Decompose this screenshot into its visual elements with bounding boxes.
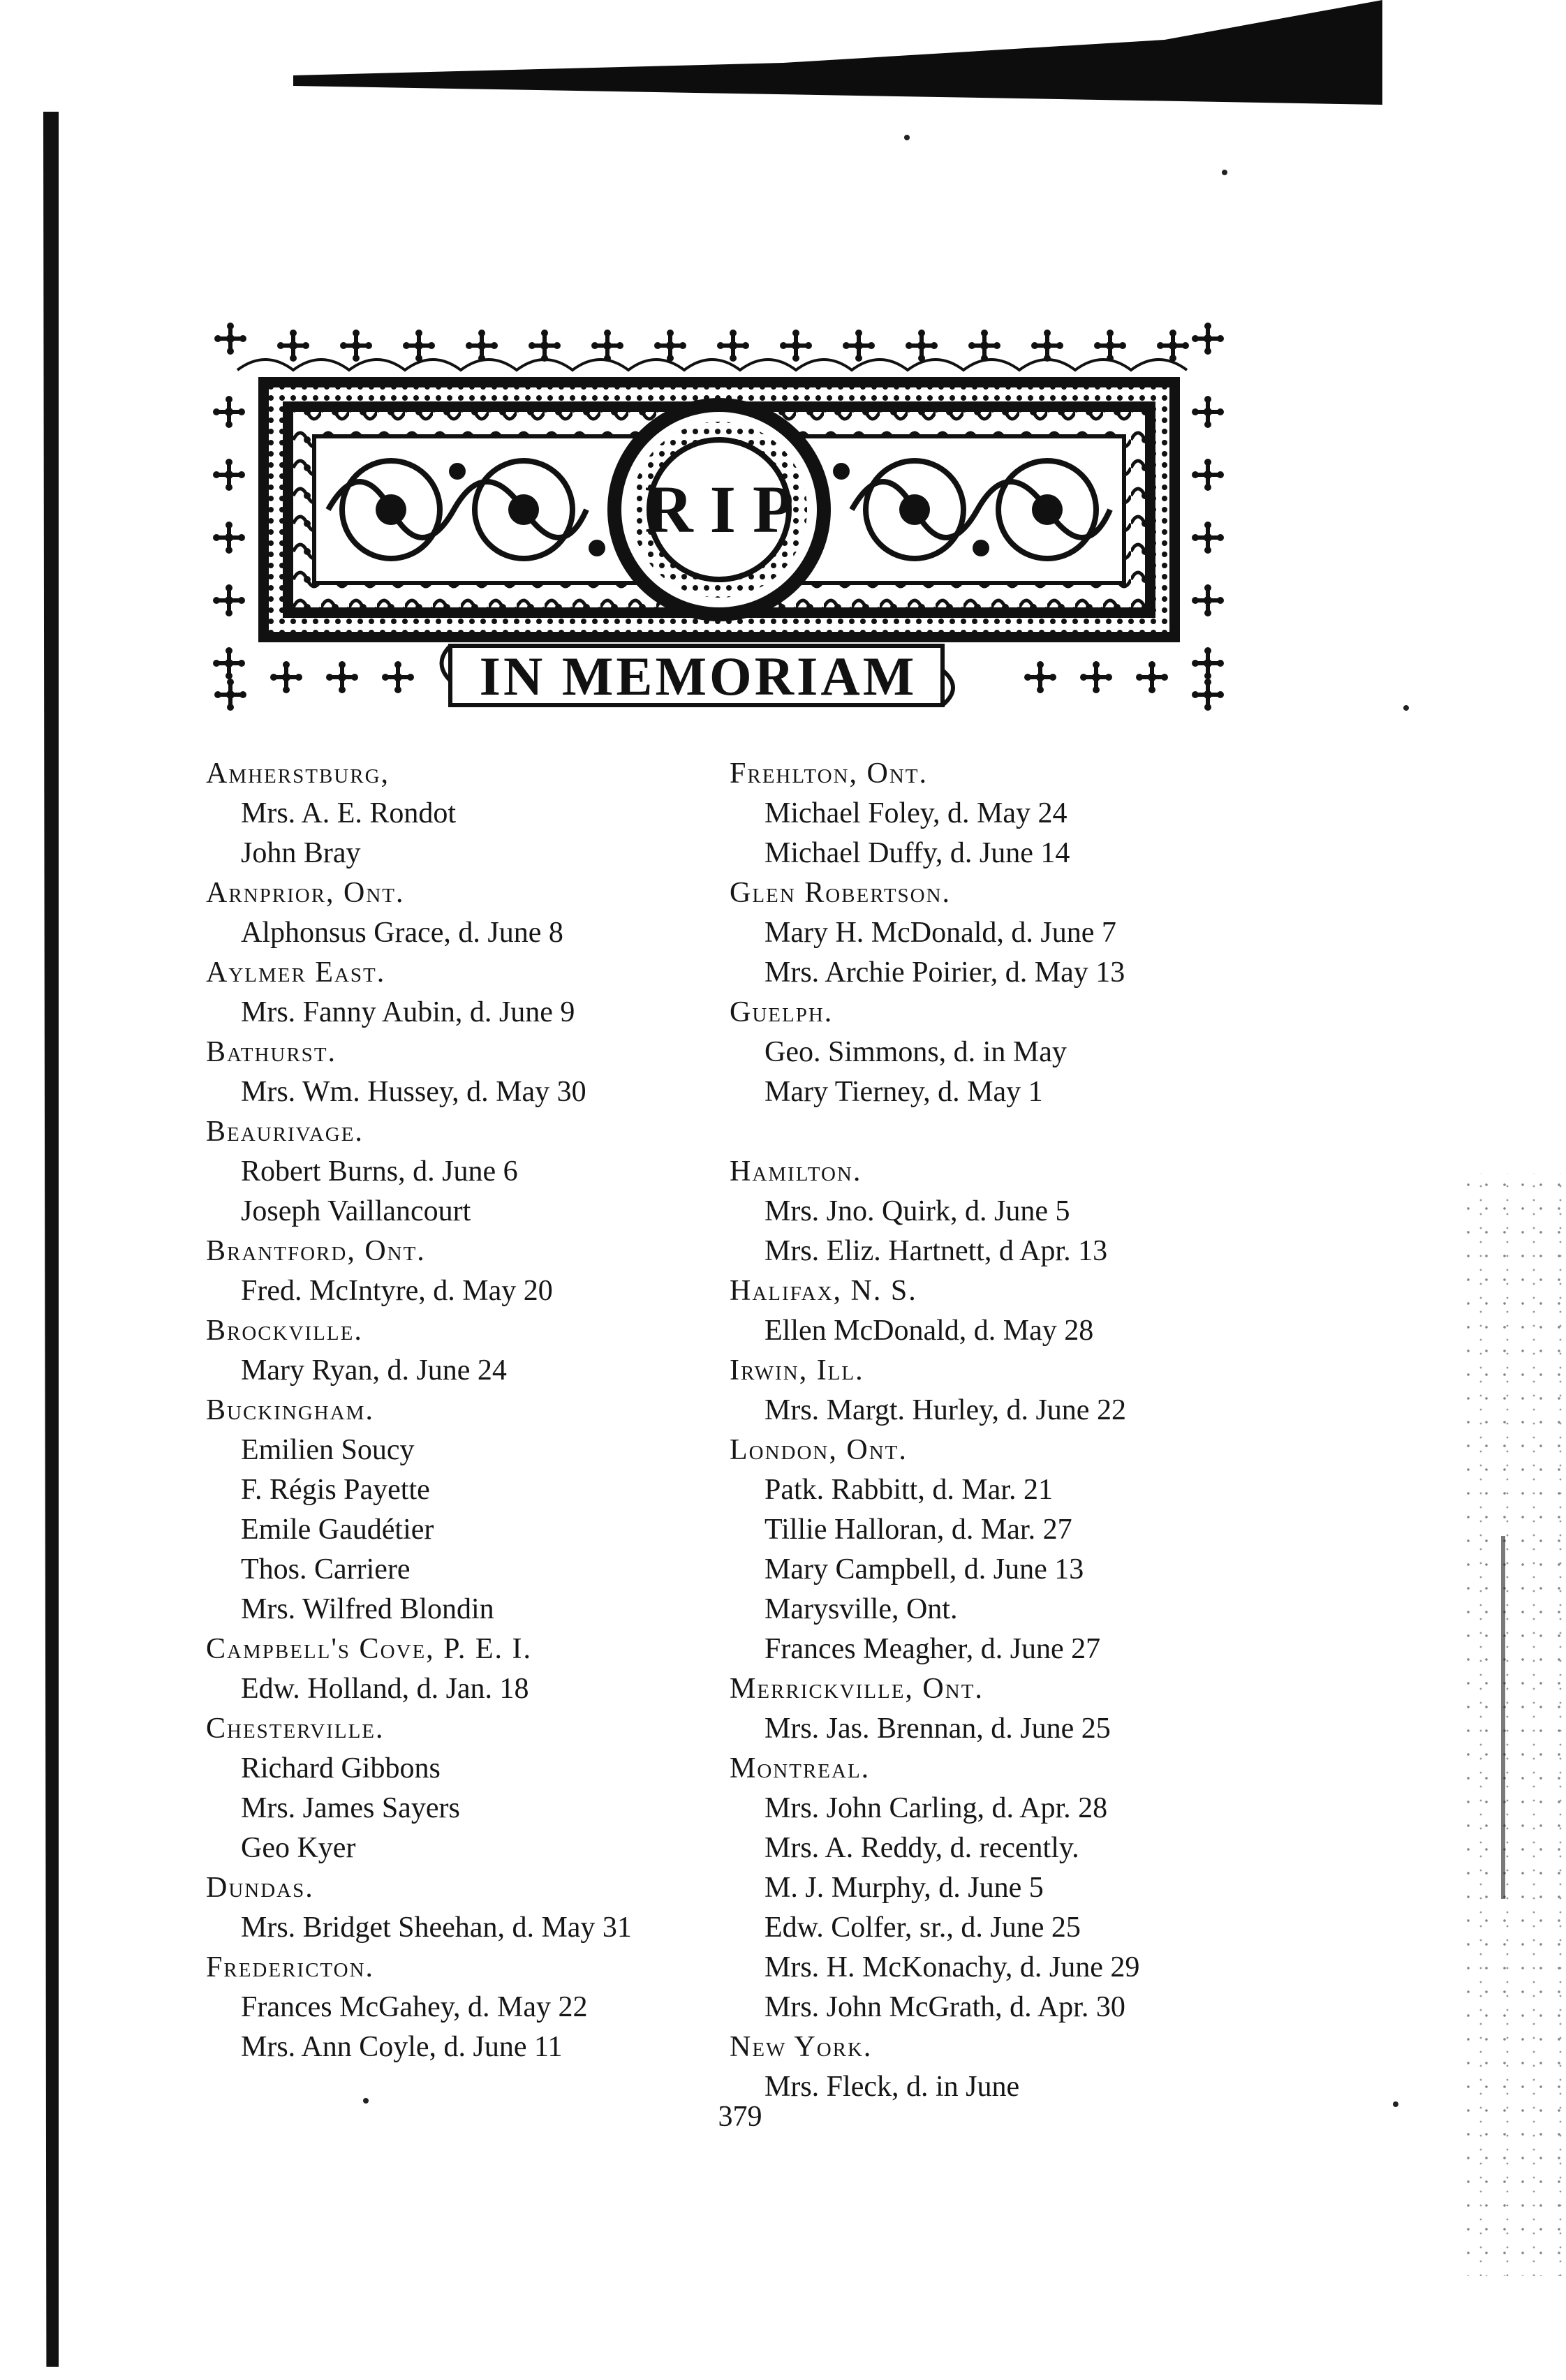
deceased-entry: Fred. McIntyre, d. May 20 xyxy=(241,1275,553,1307)
deceased-entry: Mrs. Archie Poirier, d. May 13 xyxy=(764,956,1125,989)
deceased-entry: Mrs. Jno. Quirk, d. June 5 xyxy=(764,1195,1070,1227)
place-heading: Brantford, Ont. xyxy=(206,1235,426,1267)
memoriam-ornament xyxy=(209,314,1229,719)
deceased-entry: Edw. Colfer, sr., d. June 25 xyxy=(764,1912,1081,1944)
place-heading: Dundas. xyxy=(206,1872,314,1904)
deceased-entry: Mary Campbell, d. June 13 xyxy=(764,1553,1084,1586)
deceased-entry: Mrs. James Sayers xyxy=(241,1792,460,1824)
deceased-entry: Mrs. A. Reddy, d. recently. xyxy=(764,1832,1079,1864)
deceased-entry: Marysville, Ont. xyxy=(764,1593,958,1625)
place-heading: Irwin, Ill. xyxy=(730,1354,864,1387)
deceased-entry: Mrs. John Carling, d. Apr. 28 xyxy=(764,1792,1108,1824)
deceased-entry: Mrs. Ann Coyle, d. June 11 xyxy=(241,2031,563,2063)
scan-edge-top xyxy=(293,0,1382,105)
deceased-entry: Michael Duffy, d. June 14 xyxy=(764,837,1070,869)
place-heading: New York. xyxy=(730,2031,873,2063)
deceased-entry: Mrs. Bridget Sheehan, d. May 31 xyxy=(241,1912,632,1944)
place-heading: Buckingham. xyxy=(206,1394,374,1426)
scan-streak-right xyxy=(1501,1536,1505,1899)
deceased-entry: Patk. Rabbitt, d. Mar. 21 xyxy=(764,1474,1053,1506)
border-crosses-top xyxy=(214,323,1224,362)
place-heading: Montreal. xyxy=(730,1752,871,1784)
deceased-entry: Mary H. McDonald, d. June 7 xyxy=(764,917,1116,949)
deceased-entry: Mrs. Wilfred Blondin xyxy=(241,1593,494,1625)
scan-speck xyxy=(1393,2101,1398,2107)
deceased-entry: John Bray xyxy=(241,837,361,869)
deceased-entry: Frances McGahey, d. May 22 xyxy=(241,1991,588,2023)
place-heading: Chesterville. xyxy=(206,1713,385,1745)
deceased-entry: Ellen McDonald, d. May 28 xyxy=(764,1315,1094,1347)
place-heading: Arnprior, Ont. xyxy=(206,877,405,909)
place-heading: Beaurivage. xyxy=(206,1116,364,1148)
spacer-line xyxy=(730,1112,1260,1152)
place-heading: Merrickville, Ont. xyxy=(730,1673,984,1705)
in-memoriam-title: IN MEMORIAM xyxy=(479,646,917,707)
place-heading: Halifax, N. S. xyxy=(730,1275,917,1307)
deceased-entry: Mrs. Jas. Brennan, d. June 25 xyxy=(764,1713,1111,1745)
deceased-entry: M. J. Murphy, d. June 5 xyxy=(764,1872,1044,1904)
deceased-entry: Michael Foley, d. May 24 xyxy=(764,797,1068,829)
deceased-entry: Emilien Soucy xyxy=(241,1434,415,1466)
deceased-entry: Thos. Carriere xyxy=(241,1553,411,1586)
place-heading: Hamilton. xyxy=(730,1155,862,1188)
deceased-entry: Frances Meagher, d. June 27 xyxy=(764,1633,1101,1665)
place-heading: Brockville. xyxy=(206,1315,363,1347)
deceased-entry: Mrs. Fleck, d. in June xyxy=(764,2071,1020,2103)
scan-edge-left xyxy=(43,112,59,2367)
deceased-entry: Mrs. H. McKonachy, d. June 29 xyxy=(764,1951,1140,1983)
scan-speck xyxy=(1222,170,1227,175)
deceased-entry: Mary Ryan, d. June 24 xyxy=(241,1354,507,1387)
place-heading: Glen Robertson. xyxy=(730,877,952,909)
deceased-entry: Mary Tierney, d. May 1 xyxy=(764,1076,1043,1108)
deceased-entry: Mrs. Margt. Hurley, d. June 22 xyxy=(764,1394,1126,1426)
place-heading: Amherstburg, xyxy=(206,757,390,790)
scan-speck xyxy=(904,135,910,140)
deceased-entry: Mrs. A. E. Rondot xyxy=(241,797,457,829)
page-number: 379 xyxy=(718,2101,762,2133)
scan-speck xyxy=(1403,705,1409,711)
place-heading: Aylmer East. xyxy=(206,956,386,989)
place-heading: Campbell's Cove, P. E. I. xyxy=(206,1633,533,1665)
deceased-entry: Alphonsus Grace, d. June 8 xyxy=(241,917,563,949)
border-crosses-right xyxy=(1192,396,1224,679)
deceased-entry: Geo Kyer xyxy=(241,1832,356,1864)
scan-noise-right xyxy=(1459,1173,1564,2276)
deceased-entry: Edw. Holland, d. Jan. 18 xyxy=(241,1673,529,1705)
deceased-entry: Richard Gibbons xyxy=(241,1752,441,1784)
border-crosses-left xyxy=(213,396,245,679)
place-heading: Bathurst. xyxy=(206,1036,337,1068)
rip-monogram: R I P xyxy=(644,472,794,547)
deceased-entry: Joseph Vaillancourt xyxy=(241,1195,471,1227)
place-heading: London, Ont. xyxy=(730,1434,908,1466)
deceased-entry: Robert Burns, d. June 6 xyxy=(241,1155,518,1188)
deceased-entry: F. Régis Payette xyxy=(241,1474,430,1506)
deceased-entry: Geo. Simmons, d. in May xyxy=(764,1036,1067,1068)
scan-speck xyxy=(363,2098,369,2104)
deceased-entry: Mrs. Fanny Aubin, d. June 9 xyxy=(241,996,575,1028)
place-heading: Fredericton. xyxy=(206,1951,374,1983)
deceased-entry: Tillie Halloran, d. Mar. 27 xyxy=(764,1514,1072,1546)
deceased-entry: Mrs. John McGrath, d. Apr. 30 xyxy=(764,1991,1125,2023)
deceased-entry: Mrs. Eliz. Hartnett, d Apr. 13 xyxy=(764,1235,1108,1267)
deceased-entry: Mrs. Wm. Hussey, d. May 30 xyxy=(241,1076,586,1108)
deceased-entry: Emile Gaudétier xyxy=(241,1514,434,1546)
obituary-column-left xyxy=(206,754,737,2067)
place-heading: Guelph. xyxy=(730,996,834,1028)
obituary-column-right xyxy=(730,754,1260,2107)
place-heading: Frehlton, Ont. xyxy=(730,757,928,790)
